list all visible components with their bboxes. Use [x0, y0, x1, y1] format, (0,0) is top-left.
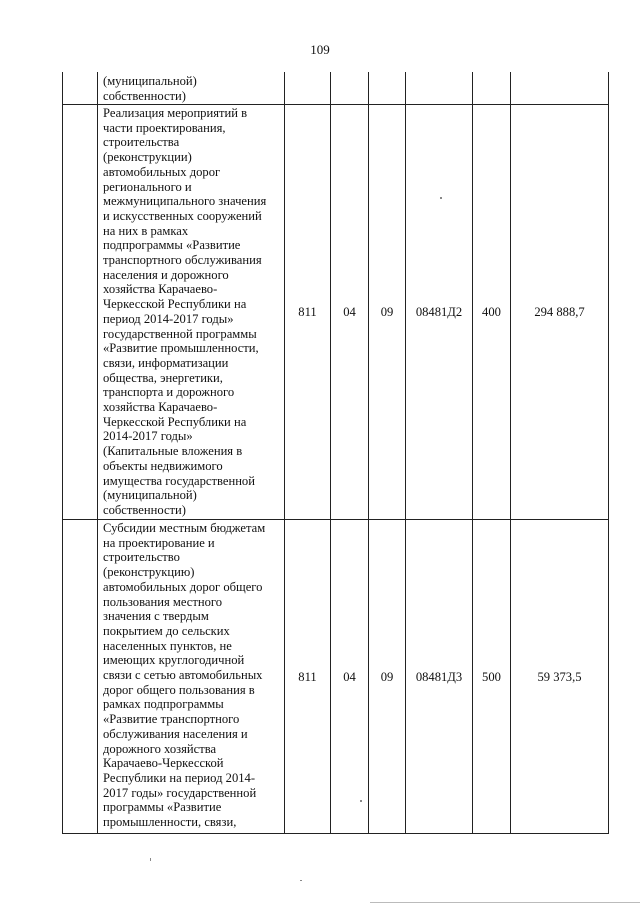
column-divider: [368, 72, 369, 834]
column-divider: [97, 72, 98, 834]
grbs-cell: 811: [298, 305, 317, 319]
scan-artifact: [440, 197, 442, 199]
scan-artifact: [150, 858, 151, 861]
target-article-cell: 08481Д3: [415, 670, 463, 684]
row-description: Реализация мероприятий в части проектирования, строительства (реконструкции) автомобильных дорог регионального и межмуниципального значения и искусственных сооружений на них в рамках подпрограммы «Развитие транспортного обслуживания населения и дорожного хозяйства Карачаево- Черкесской Республики на период 2014-2017 годы» государственной программы «Развитие промышленности, связи, информатизации общества, энергетики, транспорта и дорожного хозяйства Карачаево- Черкесской Республики на 2014-2017 годы» (Капитальные вложения в объекты недвижимого имущества государственной (муниципальной) собственности): [103, 106, 267, 517]
row-description: Субсидии местным бюджетам на проектирование и строительство (реконструкцию) автомобильных дорог общего пользования местного значения с твердым покрытием до сельских населенных пунктов, не имеющих круглогодичной связи с сетью автомобильных дорог общего пользования в рамках подпрограммы «Развитие транспортного обслуживания населения и дорожного хозяйства Карачаево-Черкесской Республики на период 2014- 2017 годы» государственной программы «Развитие промышленности, связи,: [103, 521, 266, 830]
page-number: 109: [310, 42, 330, 57]
column-divider: [472, 72, 473, 834]
scan-artifact: [300, 880, 302, 881]
table-border-right: [608, 72, 609, 834]
row-description: (муниципальной) собственности): [103, 74, 197, 103]
table-border-left: [62, 72, 63, 834]
amount-cell: 59 373,5: [537, 670, 582, 684]
section-cell: 04: [343, 670, 356, 684]
grbs-cell: 811: [298, 670, 317, 684]
scan-artifact: [360, 800, 362, 802]
expense-type-cell: 400: [482, 305, 501, 319]
row-divider: [62, 519, 609, 520]
table-border-bottom: [62, 833, 609, 834]
column-divider: [510, 72, 511, 834]
expense-type-cell: 500: [482, 670, 501, 684]
row-divider: [62, 104, 609, 105]
subsection-cell: 09: [380, 670, 394, 684]
target-article-cell: 08481Д2: [415, 305, 463, 319]
column-divider: [284, 72, 285, 834]
scan-edge-line: [370, 902, 640, 903]
amount-cell: 294 888,7: [534, 305, 585, 319]
subsection-cell: 09: [380, 305, 394, 319]
section-cell: 04: [343, 305, 356, 319]
column-divider: [405, 72, 406, 834]
column-divider: [330, 72, 331, 834]
